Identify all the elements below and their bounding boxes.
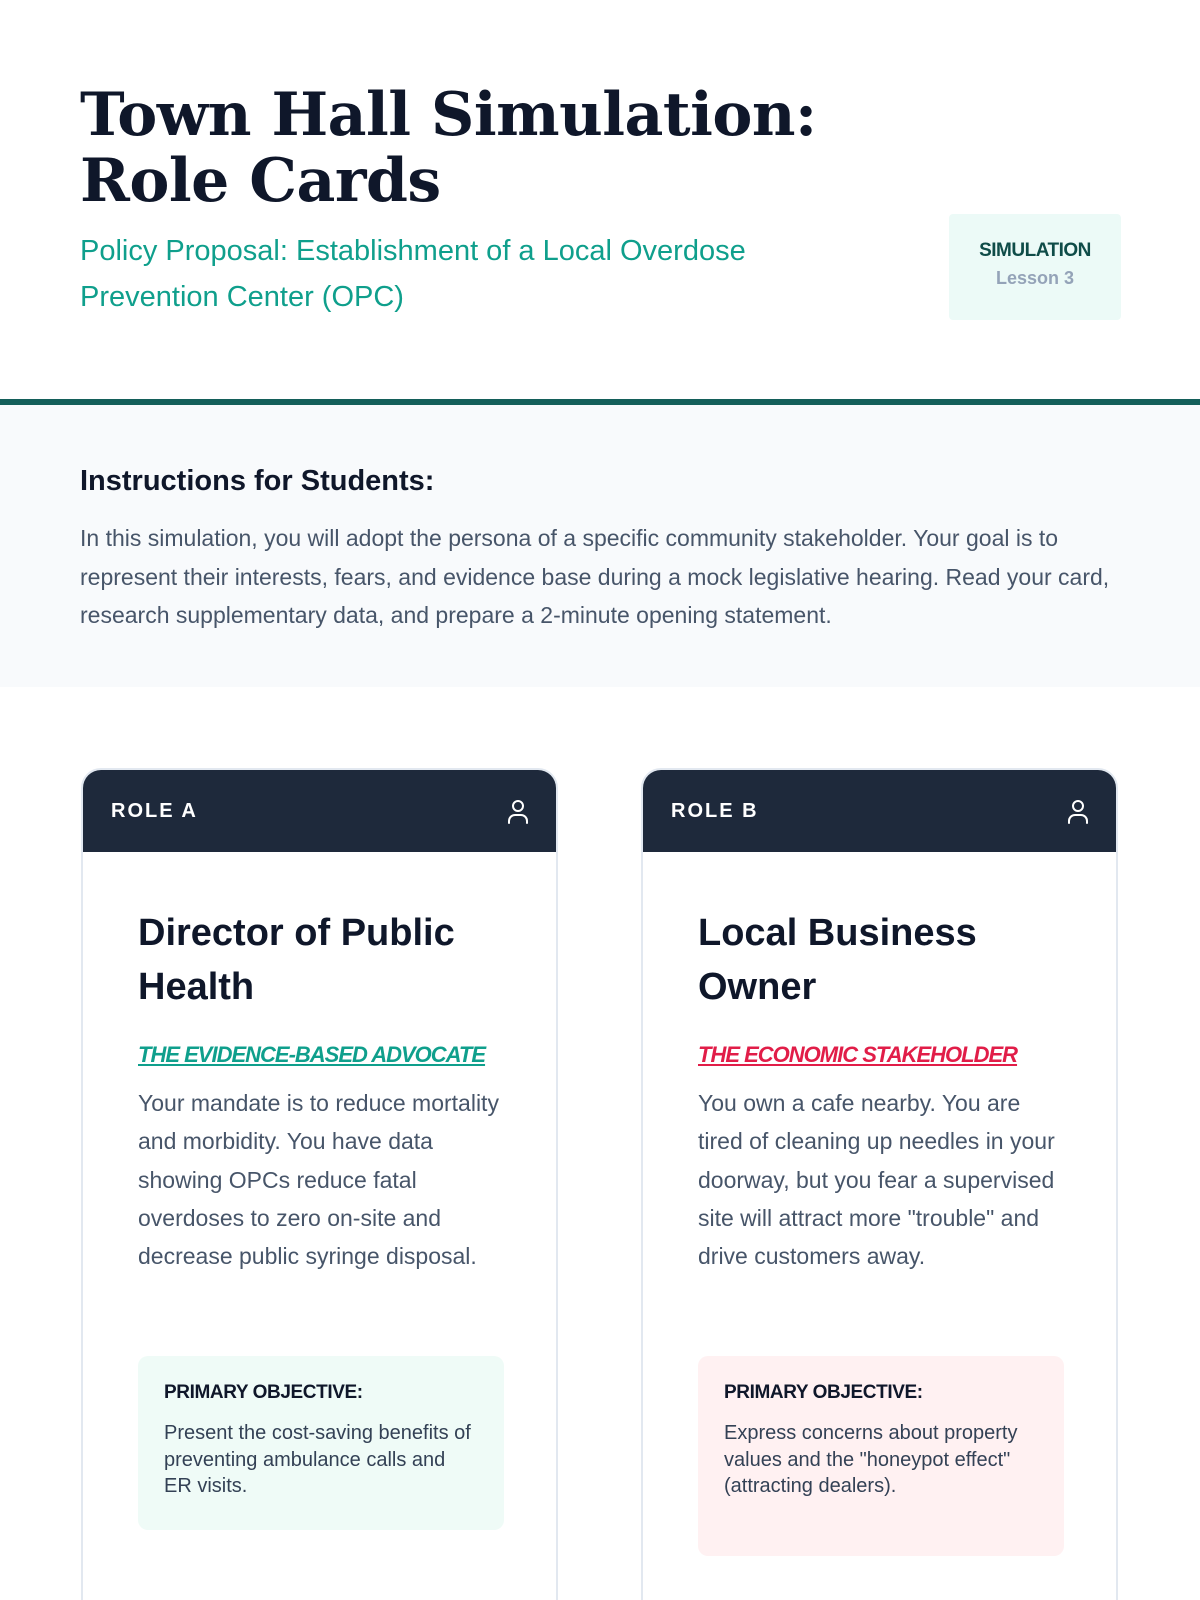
primary-objective-box — [138, 1356, 504, 1530]
role-title: Director of Public Health — [138, 912, 455, 1008]
role-label: ROLE A — [111, 800, 198, 822]
instructions-panel — [0, 405, 1200, 687]
role-label: ROLE B — [671, 800, 759, 822]
instructions-title: Instructions for Students: — [80, 465, 435, 497]
role-description: Your mandate is to reduce mortality and morbidity. You have data showing OPCs reduce fatal overdoses to zero on-site and decrease public syringe disposal. — [138, 1090, 499, 1270]
primary-objective-box — [698, 1356, 1064, 1556]
page-header — [0, 0, 1200, 400]
page-title: Town Hall Simulation: Role Cards — [80, 80, 817, 216]
objective-text: Present the cost-saving benefits of preventing ambulance calls and ER visits. — [164, 1422, 471, 1497]
role-description: You own a cafe nearby. You are tired of cleaning up needles in your doorway, but you fear a supervised site will attract more "trouble" and drive customers away. — [698, 1090, 1055, 1270]
role-card-b — [641, 768, 1118, 1600]
badge-lesson: Lesson 3 — [995, 268, 1075, 288]
role-card-header — [643, 770, 1116, 852]
objective-label: PRIMARY OBJECTIVE: — [164, 1382, 363, 1403]
user-icon — [1066, 799, 1090, 825]
user-icon — [506, 799, 530, 825]
objective-label: PRIMARY OBJECTIVE: — [724, 1382, 923, 1403]
page-subtitle: Policy Proposal: Establishment of a Local Overdose Prevention Center (OPC) — [80, 235, 746, 313]
objective-text: Express concerns about property values and the "honeypot effect" (attracting dealers). — [724, 1422, 1018, 1497]
role-tagline: THE EVIDENCE-BASED ADVOCATE — [138, 1042, 486, 1067]
role-card-header — [83, 770, 556, 852]
role-tagline: THE ECONOMIC STAKEHOLDER — [698, 1042, 1018, 1067]
simulation-badge — [949, 214, 1121, 320]
role-card-a — [81, 768, 558, 1600]
badge-label: SIMULATION — [979, 240, 1091, 261]
instructions-body: In this simulation, you will adopt the persona of a specific community stakeholder. Your goal is to represent their interests, fears, and evidence base during a mock legislative hearing. Read your card, research supplementary data, and prepare a 2-minute opening statement. — [80, 525, 1110, 628]
role-title: Local Business Owner — [698, 912, 977, 1008]
